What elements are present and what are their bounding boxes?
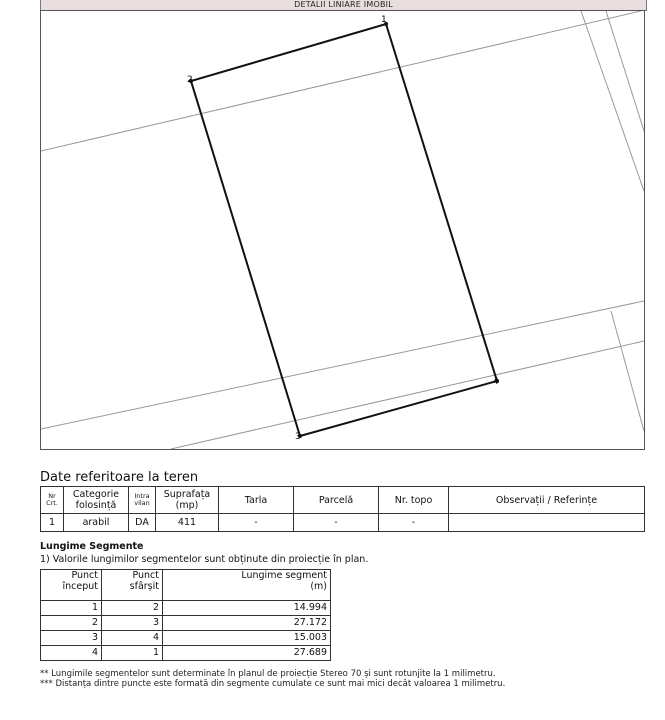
cell-length: 27.689: [163, 646, 331, 661]
land-table-header: [41, 487, 645, 514]
footnote-distance: *** Distanța dintre puncte este formată din segmente cumulate ce sunt mai mici decât valoarea 1 milimetru.: [40, 679, 506, 689]
neighbor-line: [41, 11, 641, 151]
parcel-boundary: [191, 24, 497, 436]
cell-start: 4: [41, 646, 102, 661]
parcel-plan: [40, 10, 645, 450]
cell-category: arabil: [64, 514, 129, 532]
col-category: Categorie folosință: [64, 487, 129, 514]
cell-start: 1: [41, 601, 102, 616]
col-length-unit: (m): [310, 581, 327, 592]
segments-table-header: [41, 570, 331, 601]
table-row: [41, 646, 331, 661]
segments-note: 1) Valorile lungimilor segmentelor sunt obținute din proiecție în plan.: [40, 554, 369, 565]
cell-end: 3: [102, 616, 163, 631]
vertex-label-3: 3: [295, 432, 301, 442]
cell-nrtopo: -: [379, 514, 449, 532]
cell-area: 411: [156, 514, 219, 532]
cell-intravilan: DA: [129, 514, 156, 532]
table-row: [41, 514, 645, 532]
col-area: Suprafața (mp): [156, 487, 219, 514]
neighbor-line: [606, 11, 644, 131]
cell-nr: 1: [41, 514, 64, 532]
cell-length: 14.994: [163, 601, 331, 616]
vertex-label-1: 1: [381, 15, 387, 25]
vertex-label-2: 2: [187, 75, 193, 85]
vertex-label-4: 4: [493, 377, 499, 387]
col-nr: Nr Crt.: [41, 487, 64, 514]
detail-header: DETALII LINIARE IMOBIL: [40, 0, 647, 11]
col-end: Punct sfârșit: [102, 570, 163, 601]
table-row: [41, 616, 331, 631]
cell-end: 2: [102, 601, 163, 616]
cell-start: 2: [41, 616, 102, 631]
land-section-title: Date referitoare la teren: [40, 470, 199, 485]
cell-length: 15.003: [163, 631, 331, 646]
cell-end: 1: [102, 646, 163, 661]
table-row: [41, 631, 331, 646]
cell-parcela: -: [294, 514, 379, 532]
col-parcela: Parcelă: [294, 487, 379, 514]
col-length-label: Lungime segment: [241, 570, 327, 581]
col-obs: Observații / Referințe: [449, 487, 645, 514]
segments-table: [40, 569, 331, 661]
col-length: [163, 570, 331, 601]
land-table: [40, 486, 645, 532]
parcel-plan-drawing: [41, 11, 644, 449]
col-start: Punct început: [41, 570, 102, 601]
neighbor-line: [171, 341, 644, 449]
footnote-rounding: ** Lungimile segmentelor sunt determinate în planul de proiecție Stereo 70 și sunt rotunjite la 1 milimetru.: [40, 669, 496, 679]
cell-obs: [449, 514, 645, 532]
col-intravilan: Intra vilan: [129, 487, 156, 514]
cell-tarla: -: [219, 514, 294, 532]
cell-length: 27.172: [163, 616, 331, 631]
cell-start: 3: [41, 631, 102, 646]
segments-title: Lungime Segmente: [40, 541, 144, 552]
cell-end: 4: [102, 631, 163, 646]
neighbor-line: [611, 311, 644, 431]
table-row: [41, 601, 331, 616]
col-tarla: Tarla: [219, 487, 294, 514]
col-nrtopo: Nr. topo: [379, 487, 449, 514]
